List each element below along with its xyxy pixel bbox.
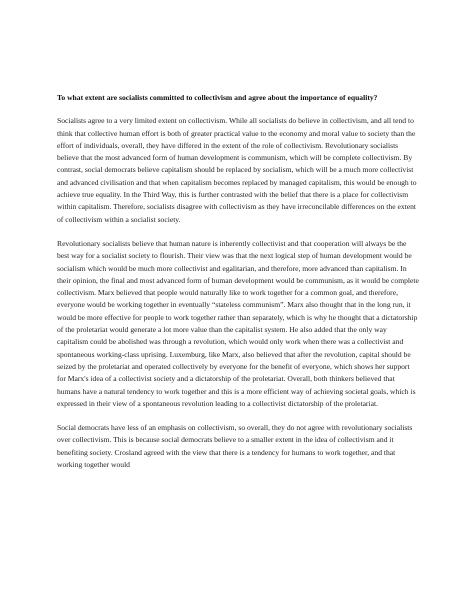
paragraph-intro: Socialists agree to a very limited extent on collectivism. While all socialists do believe in collectivism, and all tend to think that collective human effort is both of greater practical value to the economy and moral value to society than the effort of individuals, overall, they have differed in the extent of the role of collectivism. Revolutionary socialists believe that the most advanced form of human development is communism, which will be complete collectivism. By contrast, social democrats believe capitalism should be replaced by socialism, which will be a much more collectivist and advanced civilisation and that when capitalism becomes replaced by managed capitalism, this would be enough to achieve true equality. In the Third Way, this is further contrasted with the belief that there is a place for collectivism within capitalism. Therefore, socialists disagree with collectivism as they have irreconcilable differences on the extent of collectivism within a socialist society. — [57, 116, 417, 224]
paragraph-social-democrats: Social democrats have less of an emphasis on collectivism, so overall, they do not agree with revolutionary socialists over collectivism. This is because social democrats believe to a smaller extent in the idea of collectivism and it benefiting society. Crosland agreed with the view that there is a tendency for humans to work together, and that working together would — [57, 423, 413, 470]
paragraph-revolutionary-socialists: Revolutionary socialists believe that human nature is inherently collectivist and that cooperation will always be the best way for a socialist society to flourish. Their view was that the next logical step of human development would be socialism which would be much more collectivist and egalitarian, and therefore, more advanced than capitalism. In their opinion, the final and most advanced form of human development would be communism, as it would be complete collectivism. Marx believed that people would naturally like to work together for a common goal, and therefore, everyone would be working together in eventually “stateless communism”. Marx also thought that in the long run, it would be more effective for people to work together rather than separately, which is why he thought that a dictatorship of the proletariat would generate a lot more value than the capitalist system. He also added that the only way capitalism could be abolished was through a revolution, which would only work when there was a collectivist and spontaneous working-class uprising. Luxemburg, like Marx, also believed that after the revolution, capital should be seized by the proletariat and operated collectively by everyone for the benefit of everyone, which shows her support for Marx's idea of a collectivist society and a dictatorship of the proletariat. Overall, both thinkers believed that humans have a natural tendency to work together and this is a more efficient way of achieving societal goals, which is expressed in their view of a spontaneous revolution leading to a collectivist dictatorship of the proletariat. — [57, 238, 419, 408]
document-body — [57, 92, 419, 483]
essay-question-heading: To what extent are socialists committed to collectivism and agree about the importance of equality? — [57, 93, 378, 102]
